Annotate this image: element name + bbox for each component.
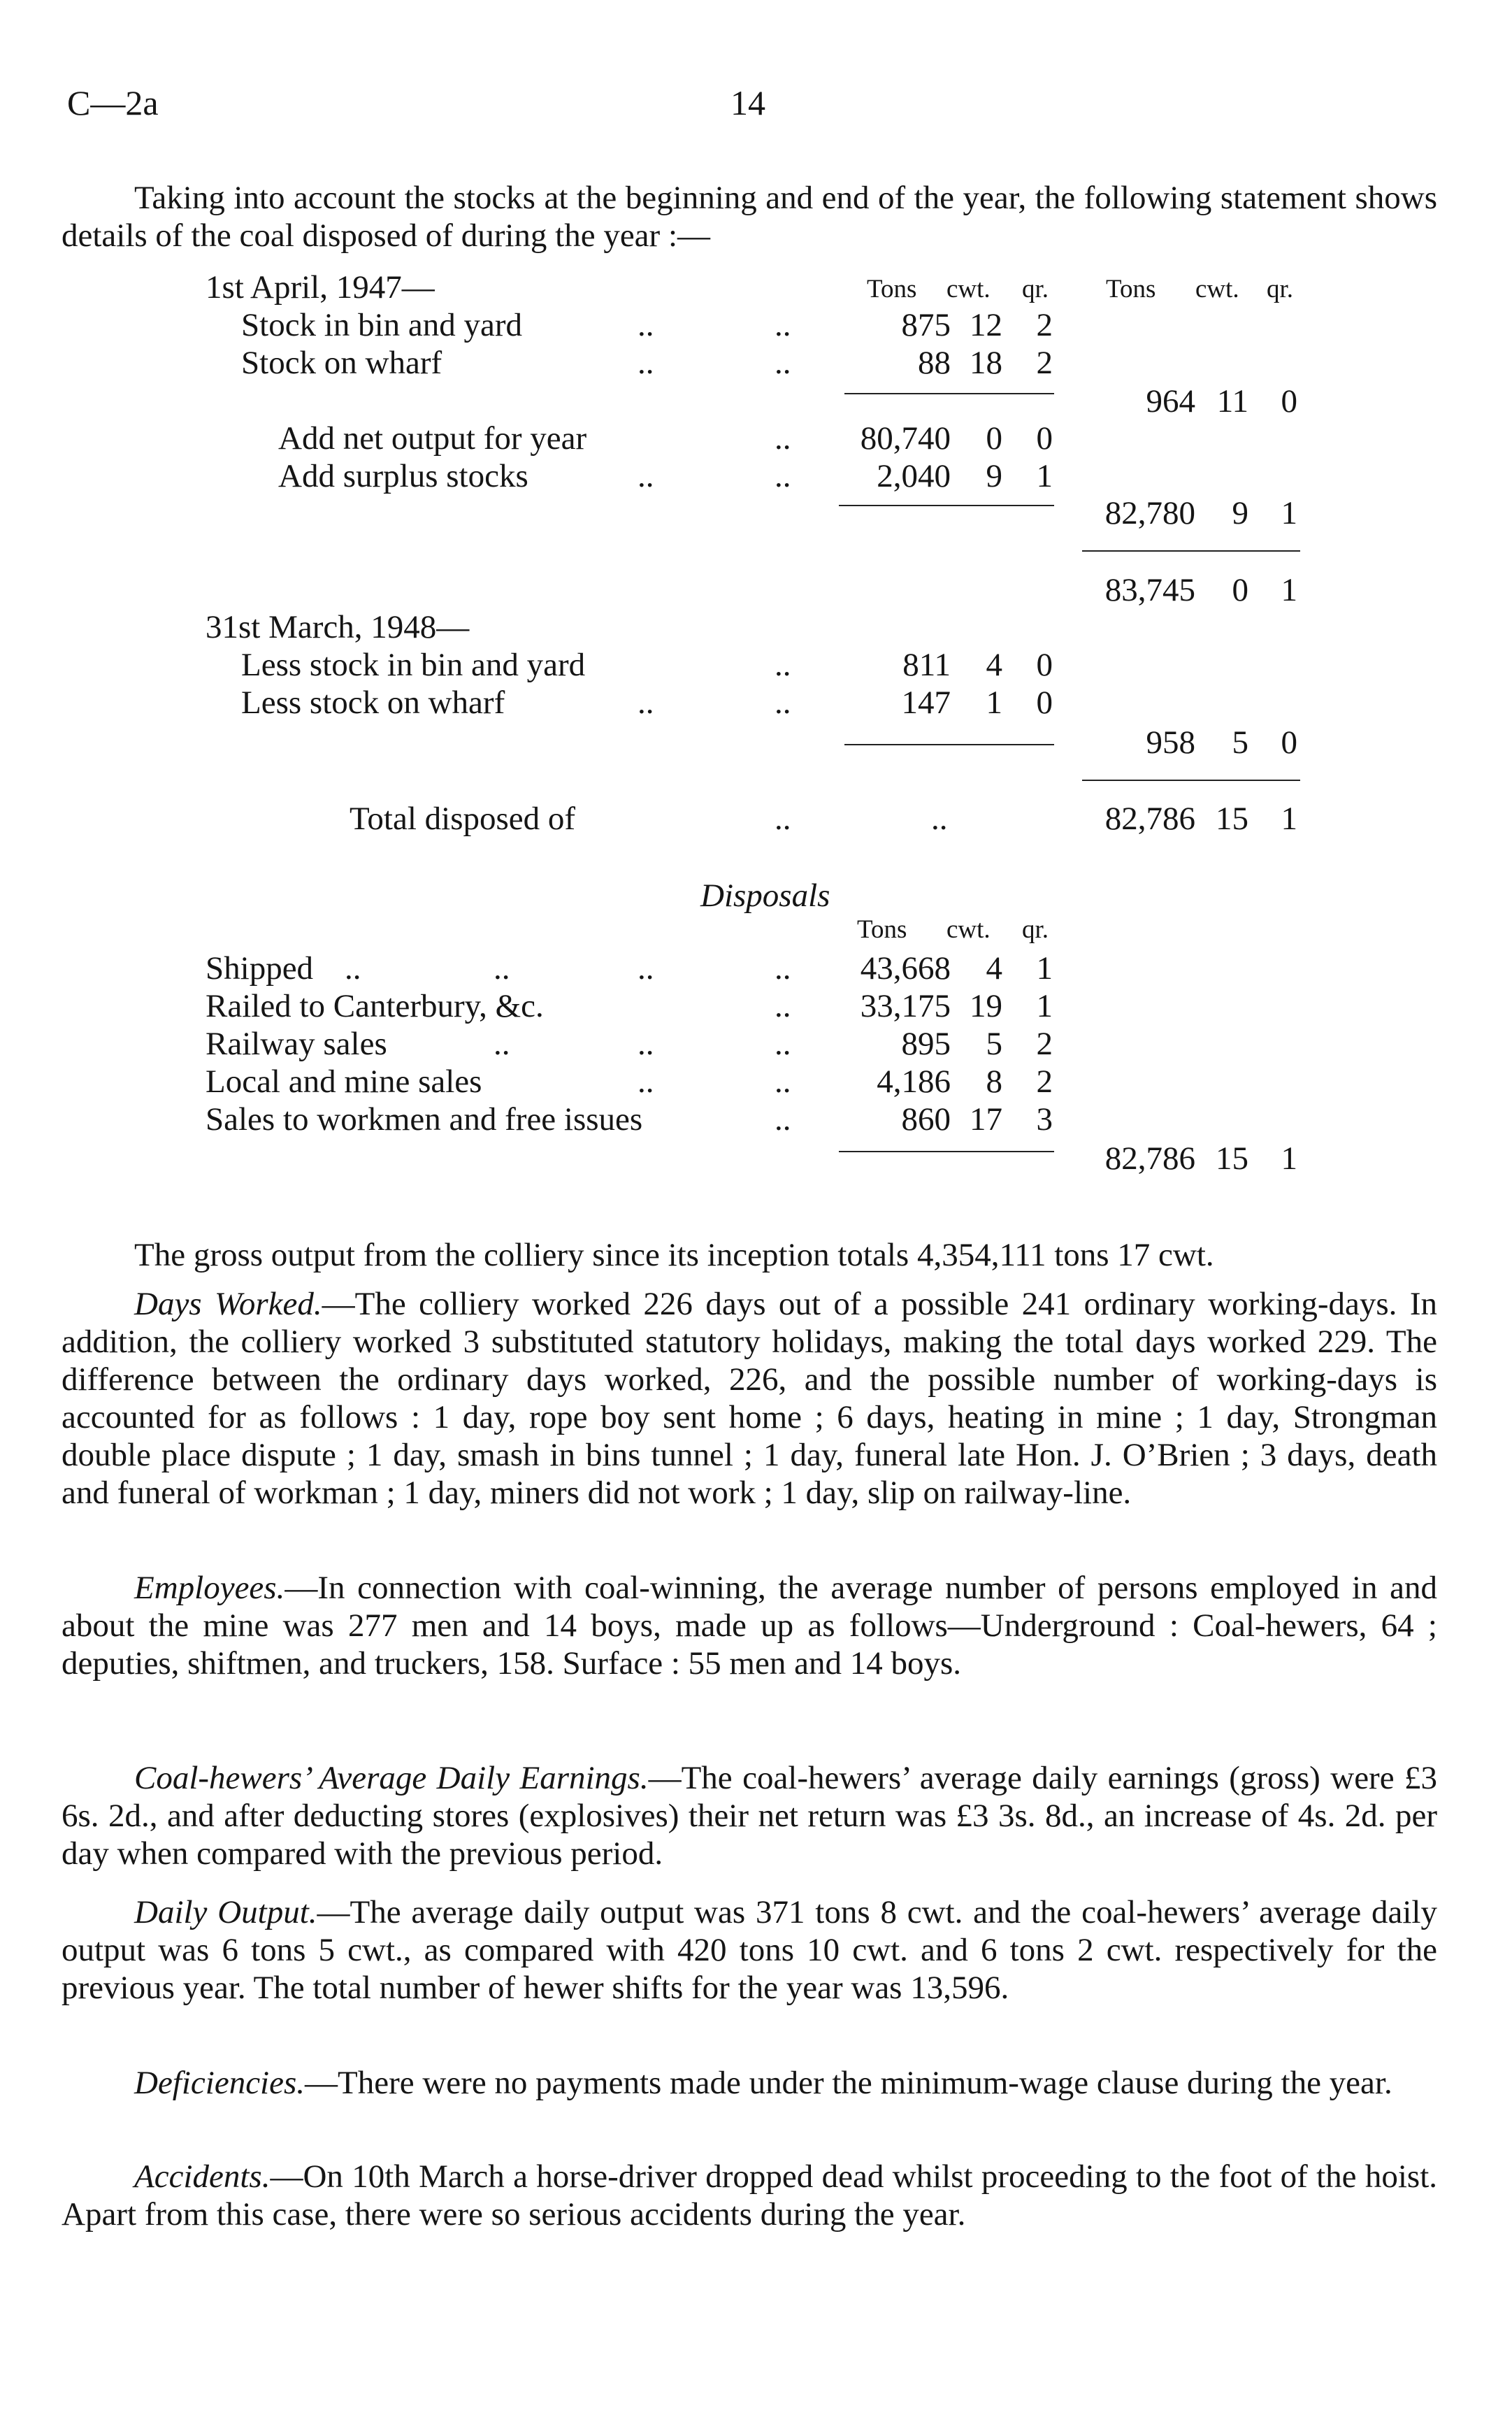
less-bin-qr: 0: [1036, 647, 1053, 683]
disposed-label: Total disposed of: [350, 801, 576, 837]
wharf-cwt: 18: [970, 345, 1002, 381]
bin-cwt: 12: [970, 307, 1002, 343]
page-code: C—2a: [67, 83, 159, 122]
leader-dots: ..: [638, 307, 654, 343]
disposal-row-label: Shipped: [206, 950, 314, 987]
disposal-tons: 895: [901, 1026, 951, 1062]
leader-dots: ..: [775, 1026, 791, 1062]
disposal-tons: 33,175: [860, 988, 951, 1024]
disposal-tons: 860: [901, 1101, 951, 1138]
col-header-qr-2: qr.: [1267, 275, 1294, 303]
leader-dots: ..: [494, 1026, 510, 1062]
net-output-qr: 0: [1036, 420, 1053, 457]
leader-dots: ..: [638, 345, 654, 381]
wharf-tons: 88: [918, 345, 951, 381]
disposals-heading: Disposals: [700, 877, 830, 914]
bin-tons: 875: [901, 307, 951, 343]
start-date-label: 1st April, 1947—: [206, 269, 435, 306]
disposal-tons: 4,186: [877, 1063, 951, 1100]
disposals-total-cwt: 15: [1216, 1140, 1248, 1177]
leader-dots: ..: [775, 988, 791, 1024]
disposal-tons: 43,668: [860, 950, 951, 987]
gross-output-paragraph: The gross output from the colliery since its inception totals 4,354,111 tons 17 cwt.: [134, 1237, 1214, 1273]
leader-dots: ..: [638, 458, 654, 494]
col-header-tons-2: Tons: [1106, 275, 1156, 303]
days-worked-paragraph: [62, 1285, 1437, 1512]
col-header-qr-3: qr.: [1022, 915, 1049, 944]
intro-paragraph: Taking into account the stocks at the beginning and end of the year, the following statement shows details of the coal disposed of during the year :—: [62, 180, 1437, 254]
opening-total-qr: 0: [1281, 383, 1297, 420]
accidents-text: —On 10th March a horse-driver dropped dead whilst proceeding to the foot of the hoist. Apart from this case, there were so serious accidents during the year.: [62, 2158, 1437, 2233]
leader-dots: ..: [775, 647, 791, 683]
net-output-label: Add net output for year: [278, 420, 587, 457]
surplus-tons: 2,040: [877, 458, 951, 494]
daily-output-heading: Daily Output.: [134, 1894, 317, 1930]
page-number: 14: [730, 83, 765, 122]
grand-total-qr: 1: [1281, 572, 1297, 608]
rule: [839, 1151, 1054, 1152]
net-output-cwt: 0: [986, 420, 1002, 457]
disposal-qr: 2: [1036, 1063, 1053, 1100]
disposed-total-qr: 1: [1281, 801, 1297, 837]
less-wharf-cwt: 1: [986, 685, 1002, 721]
leader-dots: ..: [638, 1063, 654, 1100]
leader-dots: ..: [345, 950, 361, 987]
rule: [844, 393, 1054, 394]
leader-dots: ..: [638, 685, 654, 721]
leader-dots: ..: [494, 950, 510, 987]
leader-dots: ..: [775, 458, 791, 494]
disposed-total-cwt: 15: [1216, 801, 1248, 837]
disposal-qr: 2: [1036, 1026, 1053, 1062]
col-header-tons-3: Tons: [857, 915, 907, 944]
closing-total-cwt: 5: [1232, 724, 1248, 761]
additions-total-qr: 1: [1281, 495, 1297, 531]
deficiencies-heading: Deficiencies.: [134, 2065, 305, 2101]
disposal-qr: 3: [1036, 1101, 1053, 1138]
disposal-row-label: Sales to workmen and free issues: [206, 1101, 643, 1138]
surplus-label: Add surplus stocks: [278, 458, 528, 494]
rule: [1082, 550, 1300, 552]
earnings-paragraph: [62, 1759, 1437, 1872]
less-bin-cwt: 4: [986, 647, 1002, 683]
col-header-qr-1: qr.: [1022, 275, 1049, 303]
net-output-tons: 80,740: [860, 420, 951, 457]
disposal-cwt: 5: [986, 1026, 1002, 1062]
leader-dots: ..: [775, 801, 791, 837]
surplus-qr: 1: [1036, 458, 1053, 494]
leader-dots: ..: [931, 801, 948, 837]
opening-total-cwt: 11: [1216, 383, 1248, 420]
employees-text: —In connection with coal-winning, the average number of persons employed in and about the mine was 277 men and 14 boys, made up as follows—Underground : Coal-hewers, 64 ; deputies, shiftmen, and truckers, 158. Surface : 55 men and 14 boys.: [62, 1570, 1437, 1682]
less-wharf-qr: 0: [1036, 685, 1053, 721]
disposals-total-qr: 1: [1281, 1140, 1297, 1177]
accidents-heading: Accidents.: [134, 2158, 271, 2195]
leader-dots: ..: [775, 950, 791, 987]
surplus-cwt: 9: [986, 458, 1002, 494]
disposal-qr: 1: [1036, 950, 1053, 987]
disposal-cwt: 17: [970, 1101, 1002, 1138]
disposal-cwt: 19: [970, 988, 1002, 1024]
daily-output-text: —The average daily output was 371 tons 8 cwt. and the coal-hewers’ average daily output was 6 tons 5 cwt., as compared with 420 tons 10 cwt. and 6 tons 2 cwt. respectively for the previous year. The total number of hewer shifts for the year was 13,596.: [62, 1894, 1437, 2006]
wharf-label: Stock on wharf: [241, 345, 442, 381]
rule: [844, 744, 1054, 745]
employees-paragraph: [62, 1569, 1437, 1682]
closing-total-tons: 958: [1146, 724, 1195, 761]
leader-dots: ..: [638, 950, 654, 987]
less-wharf-label: Less stock on wharf: [241, 685, 505, 721]
rule: [1082, 780, 1300, 781]
additions-total-cwt: 9: [1232, 495, 1248, 531]
opening-total-tons: 964: [1146, 383, 1195, 420]
leader-dots: ..: [775, 307, 791, 343]
grand-total-cwt: 0: [1232, 572, 1248, 608]
earnings-text: —The coal-hewers’ average daily earnings (gross) were £3 6s. 2d., and after deducting stores (explosives) their net return was £3 3s. 8d., an increase of 4s. 2d. per day when compared with the previous period.: [62, 1760, 1437, 1872]
daily-output-paragraph: [62, 1893, 1437, 2007]
leader-dots: ..: [775, 1101, 791, 1138]
less-bin-label: Less stock in bin and yard: [241, 647, 586, 683]
deficiencies-text: —There were no payments made under the minimum-wage clause during the year.: [305, 2065, 1392, 2101]
days-worked-heading: Days Worked.: [134, 1286, 322, 1322]
wharf-qr: 2: [1036, 345, 1053, 381]
col-header-tons-1: Tons: [867, 275, 917, 303]
bin-qr: 2: [1036, 307, 1053, 343]
col-header-cwt-2: cwt.: [1195, 275, 1239, 303]
bin-label: Stock in bin and yard: [241, 307, 523, 343]
col-header-cwt-1: cwt.: [946, 275, 991, 303]
leader-dots: ..: [775, 345, 791, 381]
additions-total-tons: 82,780: [1104, 495, 1195, 531]
deficiencies-paragraph: [62, 2064, 1437, 2102]
disposal-cwt: 4: [986, 950, 1002, 987]
earnings-heading: Coal-hewers’ Average Daily Earnings.: [134, 1760, 649, 1796]
disposal-cwt: 8: [986, 1063, 1002, 1100]
grand-total-tons: 83,745: [1104, 572, 1195, 608]
disposal-row-label: Local and mine sales: [206, 1063, 482, 1100]
end-date-label: 31st March, 1948—: [206, 609, 470, 645]
disposals-total-tons: 82,786: [1104, 1140, 1195, 1177]
less-bin-tons: 811: [902, 647, 951, 683]
leader-dots: ..: [775, 420, 791, 457]
col-header-cwt-3: cwt.: [946, 915, 991, 944]
disposal-row-label: Railed to Canterbury, &c.: [206, 988, 544, 1024]
employees-heading: Employees.: [134, 1570, 285, 1606]
leader-dots: ..: [775, 685, 791, 721]
rule: [839, 505, 1054, 506]
accidents-paragraph: [62, 2158, 1437, 2233]
disposal-row-label: Railway sales: [206, 1026, 387, 1062]
disposal-qr: 1: [1036, 988, 1053, 1024]
less-wharf-tons: 147: [901, 685, 951, 721]
days-worked-text: —The colliery worked 226 days out of a possible 241 ordinary working-days. In addition, the colliery worked 3 substituted statutory holidays, making the total days worked 229. The difference between the ordinary days worked, 226, and the possible number of working-days is accounted for as follows : 1 day, rope boy sent home ; 6 days, heating in mine ; 1 day, Strongman double place dispute ; 1 day, smash in bins tunnel ; 1 day, funeral late Hon. J. O’Brien ; 3 days, death and funeral of workman ; 1 day, miners did not work ; 1 day, slip on railway-line.: [62, 1286, 1437, 1511]
closing-total-qr: 0: [1281, 724, 1297, 761]
disposed-total-tons: 82,786: [1104, 801, 1195, 837]
leader-dots: ..: [638, 1026, 654, 1062]
leader-dots: ..: [775, 1063, 791, 1100]
